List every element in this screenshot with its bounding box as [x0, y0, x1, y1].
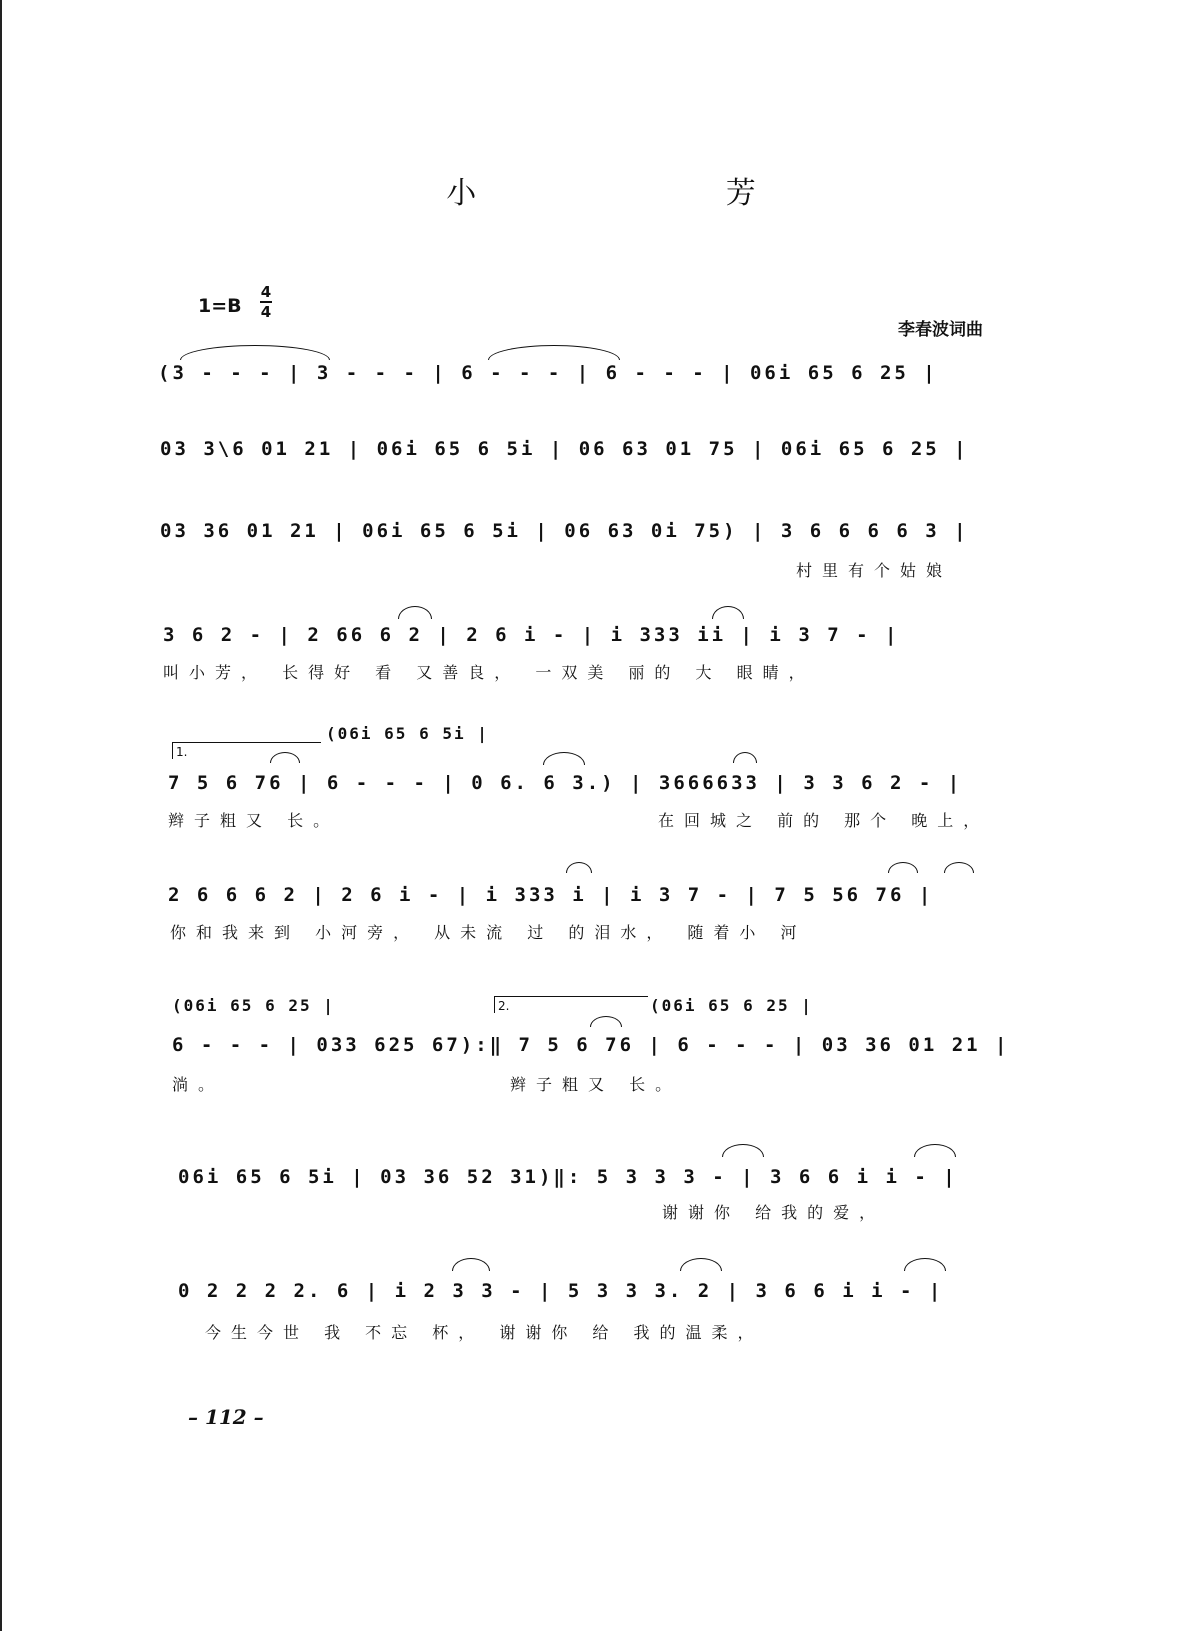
- tie-mark: [398, 606, 432, 619]
- tie-mark: [944, 862, 974, 873]
- time-signature-top: 4: [260, 283, 272, 301]
- lyric-row-9: 今生今世 我 不忘 杯， 谢谢你 给 我的温柔，: [205, 1323, 764, 1342]
- lyric-row-5-b: 在回城之 前的 那个 晚上，: [658, 811, 990, 830]
- tie-mark: [488, 345, 620, 360]
- lyric-row-6: 你和我来到 小河旁， 从未流 过 的泪水， 随着小 河: [170, 923, 807, 942]
- notation-row-4: 3 6 2 - | 2 66 6 2 | 2 6 i - | i 333 ii | i 3 7 - |: [163, 624, 900, 646]
- tie-mark: [914, 1144, 956, 1157]
- tie-mark: [888, 862, 918, 873]
- lyric-row-7-a: 淌。: [172, 1075, 225, 1094]
- tie-mark: [543, 752, 585, 765]
- notation-row-5-interlude: (06i 65 6 5i |: [326, 724, 489, 743]
- tie-mark: [712, 606, 744, 619]
- notation-row-9: 0 2 2 2 2. 6 | i 2 3 3 - | 5 3 3 3. 2 | 3 6 6 i i - |: [178, 1280, 944, 1302]
- key-signature: 1=B: [198, 295, 242, 317]
- tie-mark: [904, 1258, 946, 1271]
- song-title: 小 芳: [446, 176, 876, 211]
- time-signature-bottom: 4: [260, 303, 272, 321]
- notation-row-8: 06i 65 6 5i | 03 36 52 31)‖: 5 3 3 3 - | 3 6 6 i i - |: [178, 1166, 958, 1188]
- page-number: – 112 –: [188, 1405, 264, 1429]
- notation-row-7: 6 - - - | 033 625 67):‖ 7 5 6 76 | 6 - - - | 03 36 01 21 |: [172, 1034, 1010, 1056]
- lyric-row-8: 谢谢你 给我的爱，: [662, 1203, 886, 1222]
- notation-row-1: (3 - - - | 3 - - - | 6 - - - | 6 - - - | 06i 65 6 25 |: [158, 362, 938, 384]
- notation-row-7-interlude-a: (06i 65 6 25 |: [172, 996, 335, 1015]
- page-left-border: [0, 0, 2, 1631]
- tie-mark: [733, 752, 757, 763]
- tie-mark: [680, 1258, 722, 1271]
- notation-row-2: 03 3\6 01 21 | 06i 65 6 5i | 06 63 01 75 | 06i 65 6 25 |: [160, 438, 969, 460]
- composer-credit: 李春波词曲: [898, 320, 983, 340]
- lyric-row-5-a: 辫子粗又 长。: [168, 811, 340, 830]
- notation-row-6: 2 6 6 6 2 | 2 6 i - | i 333 i | i 3 7 - | 7 5 56 76 |: [168, 884, 934, 906]
- time-signature: [260, 284, 272, 320]
- lyric-row-3: 村里有个姑娘: [796, 561, 953, 580]
- notation-row-3: 03 36 01 21 | 06i 65 6 5i | 06 63 0i 75) | 3 6 6 6 6 3 |: [160, 520, 969, 542]
- notation-row-5: 7 5 6 76 | 6 - - - | 0 6. 6 3.) | 3666633 | 3 3 6 2 - |: [168, 772, 963, 794]
- tie-mark: [566, 862, 592, 873]
- tie-mark: [452, 1258, 490, 1271]
- tie-mark: [722, 1144, 764, 1157]
- tie-mark: [180, 345, 330, 360]
- lyric-row-7-b: 辫子粗又 长。: [510, 1075, 682, 1094]
- tie-mark: [590, 1016, 622, 1027]
- notation-row-7-interlude-b: (06i 65 6 25 |: [650, 996, 813, 1015]
- lyric-row-4: 叫小芳， 长得好 看 又善良， 一双美 丽的 大 眼睛，: [163, 663, 815, 682]
- second-ending-bracket: 2.: [494, 996, 648, 1013]
- first-ending-bracket: 1.: [172, 742, 321, 759]
